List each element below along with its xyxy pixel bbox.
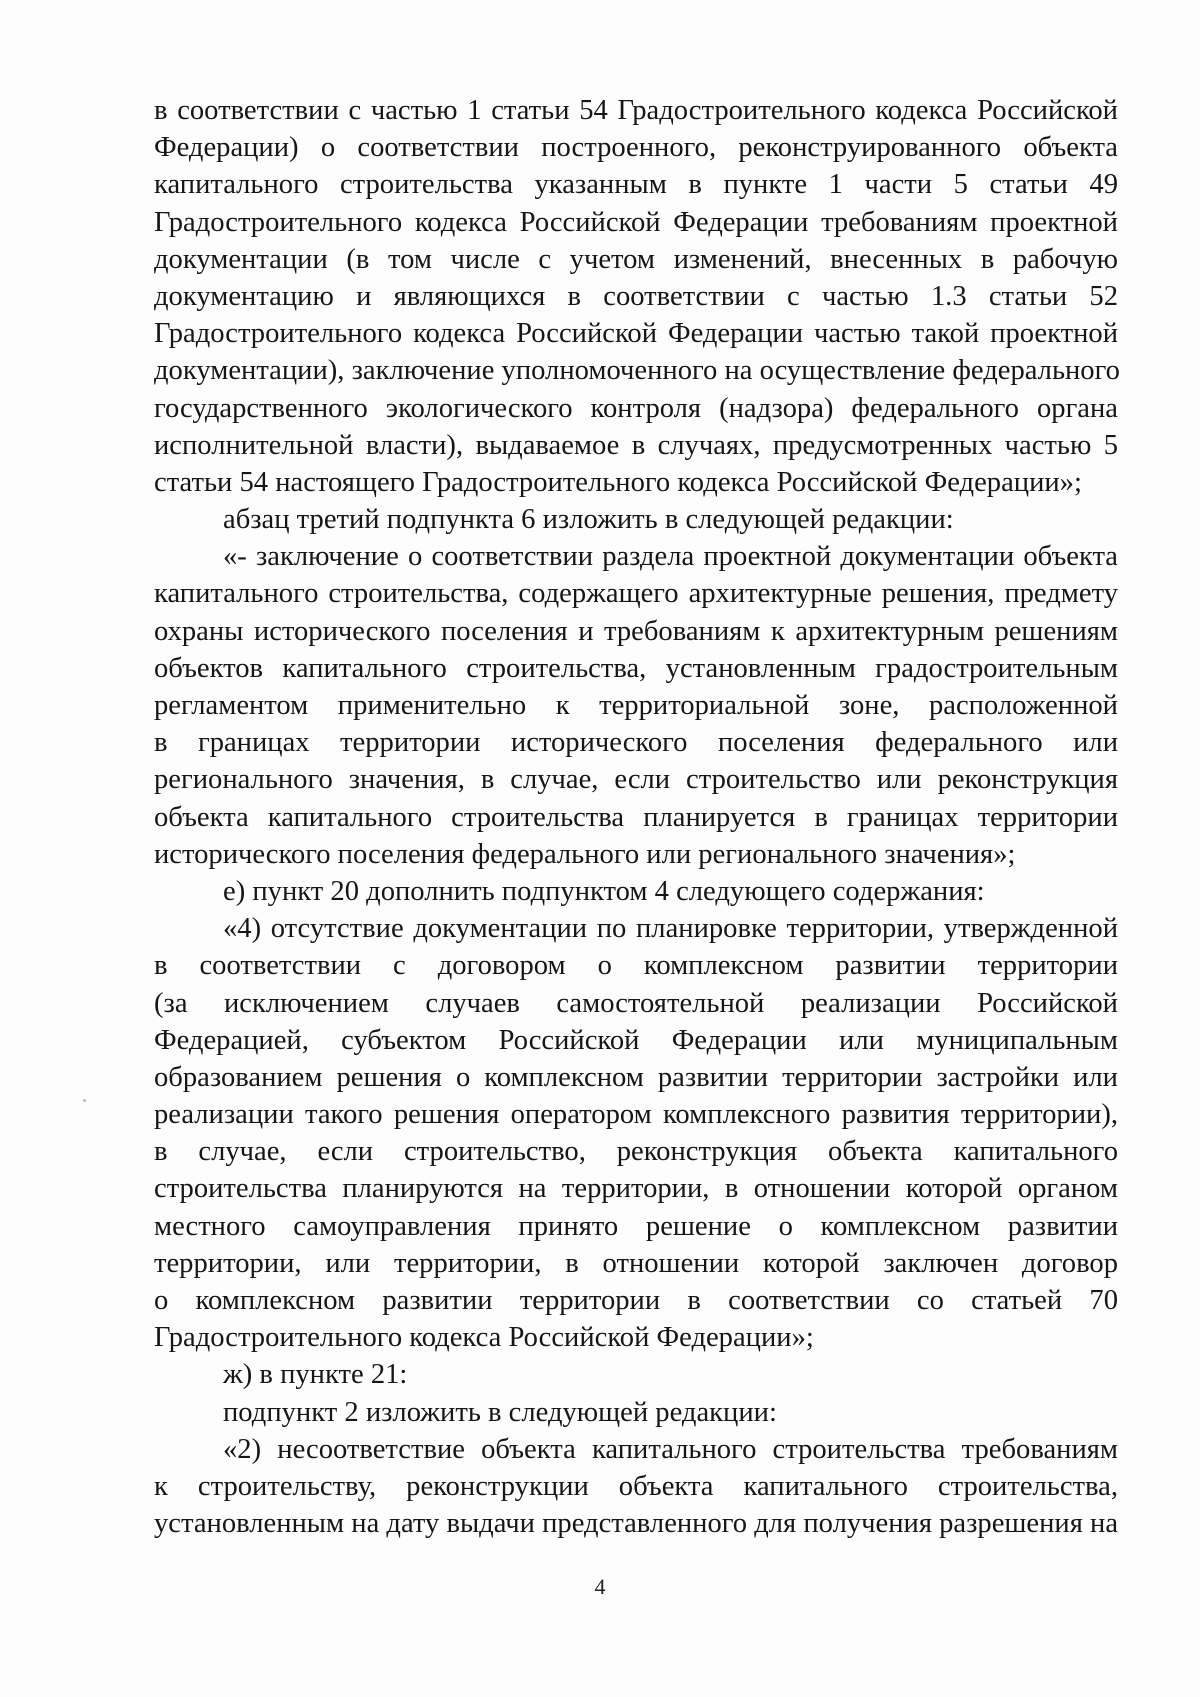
text-line: регионального значения, в случае, если строительство или реконструкция	[154, 764, 1118, 796]
text-line: реализации такого решения оператором комплексного развития территории),	[154, 1099, 1118, 1131]
text-line: в границах территории исторического поселения федерального или	[154, 727, 1118, 759]
text-line: местного самоуправления принято решение о комплексном развитии	[154, 1210, 1118, 1242]
text-line: Градостроительного кодекса Российской Федерации частью такой проектной	[154, 318, 1118, 350]
text-line: исполнительной власти), выдаваемое в случаях, предусмотренных частью 5	[154, 429, 1118, 461]
paragraph-start-line: «2) несоответствие объекта капитального строительства требованиям	[223, 1433, 1118, 1465]
text-line: Градостроительного кодекса Российской Федерации требованиям проектной	[154, 206, 1118, 238]
text-line: к строительству, реконструкции объекта капитального строительства,	[154, 1470, 1118, 1502]
text-line: Градостроительного кодекса Российской Федерации»;	[154, 1322, 814, 1354]
text-line: образованием решения о комплексном развитии территории застройки или	[154, 1061, 1118, 1093]
text-line: Федерации) о соответствии построенного, реконструированного объекта	[154, 132, 1118, 164]
document-body	[154, 92, 1118, 1542]
text-line: статьи 54 настоящего Градостроительного кодекса Российской Федерации»;	[154, 466, 1082, 498]
paragraph-start-line: ж) в пункте 21:	[223, 1359, 408, 1391]
text-line: Федерацией, субъектом Российской Федерации или муниципальным	[154, 1024, 1118, 1056]
paragraph-start-line: подпункт 2 изложить в следующей редакции:	[223, 1396, 777, 1428]
text-line: государственного экологического контроля (надзора) федерального органа	[154, 392, 1118, 424]
text-line: регламентом применительно к территориальной зоне, расположенной	[154, 690, 1118, 721]
text-line: документации (в том числе с учетом изменений, внесенных в рабочую	[154, 243, 1118, 275]
text-line: о комплексном развитии территории в соответствии со статьей 70	[154, 1285, 1118, 1316]
text-line: документацию и являющихся в соответствии с частью 1.3 статьи 52	[154, 280, 1118, 312]
paragraph-start-line: «- заключение о соответствии раздела проектной документации объекта	[223, 541, 1118, 573]
page-number: 4	[594, 1574, 606, 1599]
text-line: объекта капитального строительства планируется в границах территории	[154, 801, 1118, 833]
text-line: объектов капитального строительства, установленным градостроительным	[154, 652, 1118, 684]
text-line: строительства планируются на территории, в отношении которой органом	[154, 1173, 1118, 1205]
text-line: капитального строительства, содержащего архитектурные решения, предмету	[154, 578, 1118, 610]
text-line: в случае, если строительство, реконструкция объекта капитального	[154, 1136, 1118, 1168]
text-line: в соответствии с договором о комплексном развитии территории	[154, 950, 1118, 982]
text-line: капитального строительства указанным в пункте 1 части 5 статьи 49	[154, 169, 1118, 201]
text-line: (за исключением случаев самостоятельной реализации Российской	[154, 987, 1118, 1019]
scan-speck	[83, 1099, 86, 1102]
text-line: в соответствии с частью 1 статьи 54 Градостроительного кодекса Российской	[154, 95, 1118, 126]
text-line: территории, или территории, в отношении которой заключен договор	[154, 1247, 1118, 1279]
text-line: установленным на дату выдачи представленного для получения разрешения на	[154, 1508, 1119, 1540]
text-line: охраны исторического поселения и требованиям к архитектурным решениям	[154, 615, 1118, 647]
text-line: документации), заключение уполномоченного на осуществление федерального	[154, 355, 1120, 387]
paragraph-start-line: «4) отсутствие документации по планировке территории, утвержденной	[223, 913, 1118, 945]
paragraph-start-line: е) пункт 20 дополнить подпунктом 4 следующего содержания:	[223, 875, 985, 907]
paragraph-start-line: абзац третий подпункта 6 изложить в следующей редакции:	[223, 504, 954, 536]
text-line: исторического поселения федерального или регионального значения»;	[154, 838, 1016, 870]
